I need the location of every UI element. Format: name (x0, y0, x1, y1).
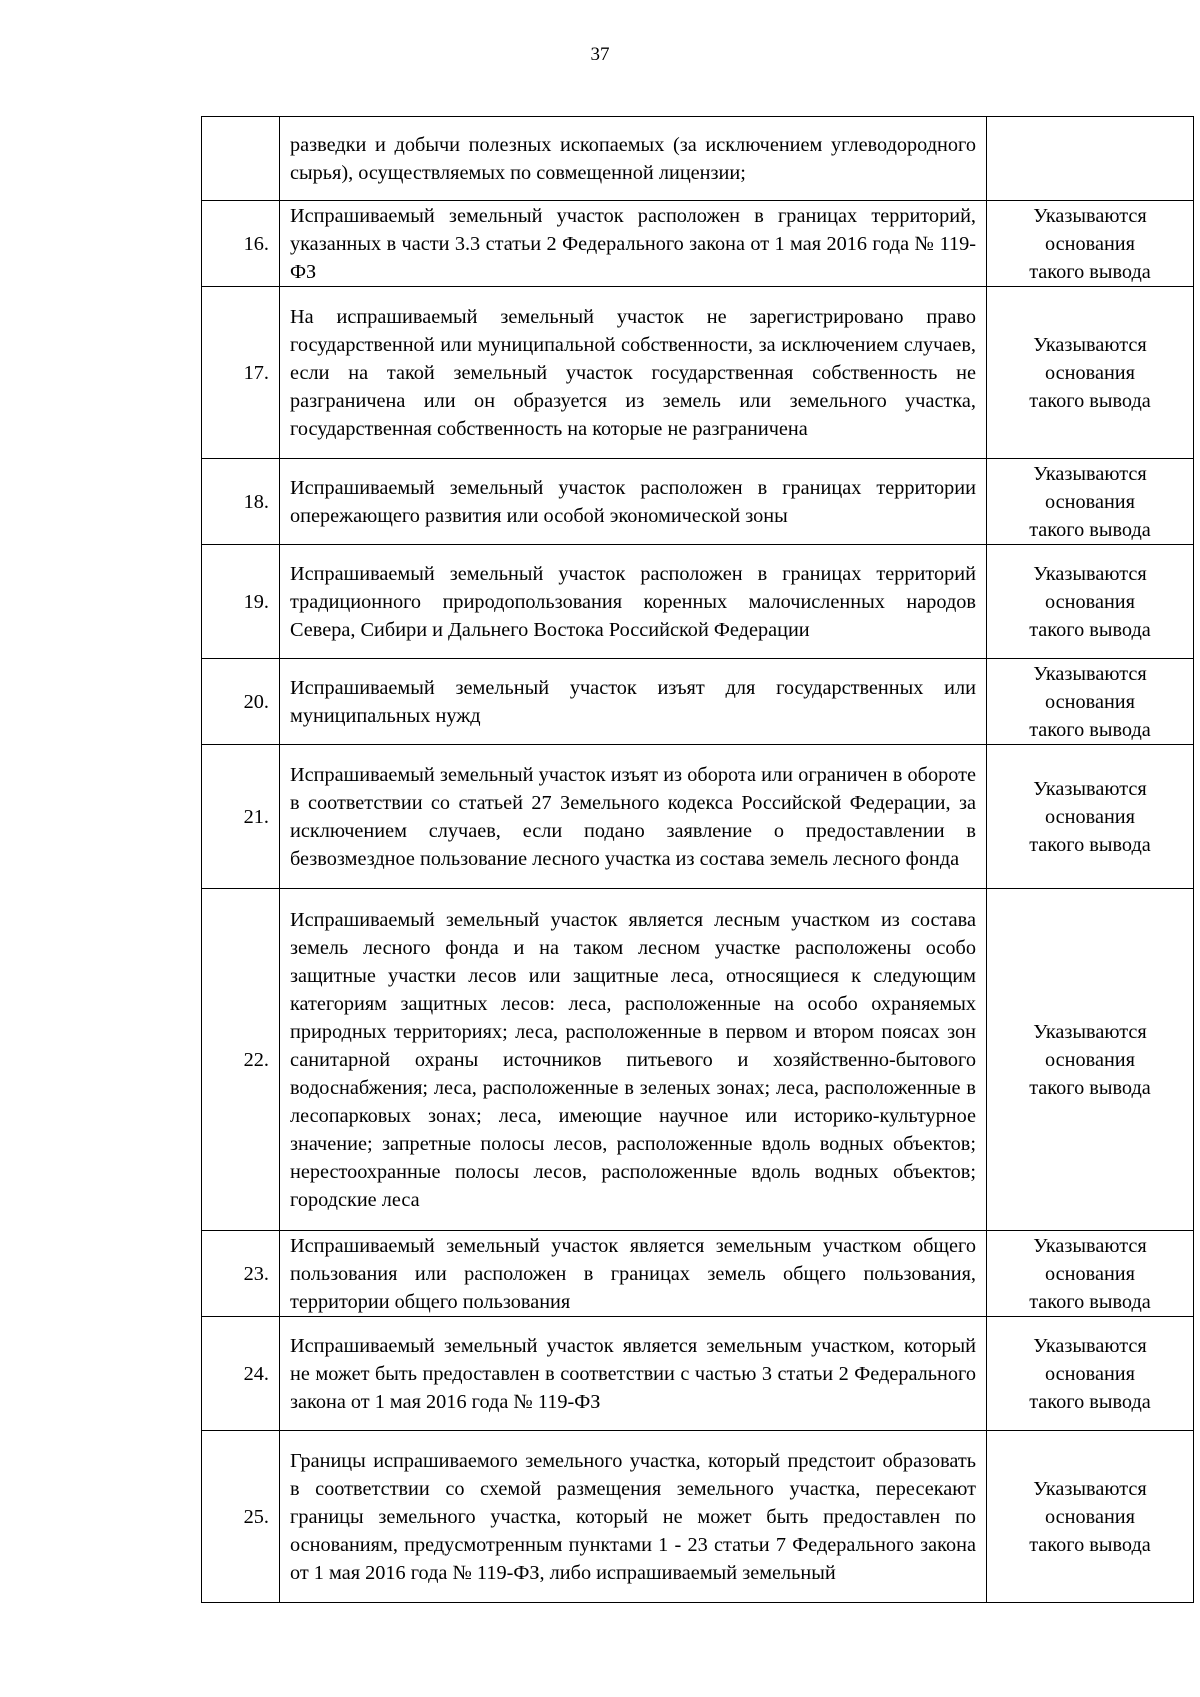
table-row (202, 1317, 1194, 1431)
table-row (202, 117, 1194, 201)
note-line: основания (1045, 490, 1135, 513)
row-text: Испрашиваемый земельный участок изъят из оборота или ограничен в обороте в соответствии со статьей 27 Земельного кодекса Российской Федерации, за исключением случаев, если подано заявление о предоставлении в безвозмездное пользование лесного участка из состава земель лесного фонда (280, 745, 987, 889)
note-line: основания (1045, 1048, 1135, 1071)
row-number: 21. (202, 745, 280, 889)
row-note (987, 287, 1194, 459)
note-line: такого вывода (1029, 618, 1151, 641)
note-line: основания (1045, 1505, 1135, 1528)
note-line: Указываются (1033, 662, 1147, 685)
note-line: Указываются (1033, 204, 1147, 227)
note-line: Указываются (1033, 777, 1147, 800)
row-number: 22. (202, 889, 280, 1231)
note-line: Указываются (1033, 1234, 1147, 1257)
row-note (987, 459, 1194, 545)
row-text: На испрашиваемый земельный участок не зарегистрировано право государственной или муниципальной собственности, за исключением случаев, если на такой земельный участок государственная собственность не разграничена или он образуется из земель или земельного участка, государственная собственность на которые не разграничена (280, 287, 987, 459)
conditions-table (201, 116, 1194, 1603)
row-text: Испрашиваемый земельный участок является земельным участком общего пользования или расположен в границах земель общего пользования, территории общего пользования (280, 1231, 987, 1317)
table-row (202, 659, 1194, 745)
row-note (987, 1231, 1194, 1317)
table-row (202, 201, 1194, 287)
row-number: 16. (202, 201, 280, 287)
table-row (202, 459, 1194, 545)
note-line: основания (1045, 805, 1135, 828)
row-note (987, 117, 1194, 201)
table-row (202, 1231, 1194, 1317)
note-line: основания (1045, 590, 1135, 613)
row-note (987, 1317, 1194, 1431)
page-number: 37 (590, 44, 610, 65)
row-note (987, 745, 1194, 889)
note-line: основания (1045, 1262, 1135, 1285)
row-number: 19. (202, 545, 280, 659)
note-line: такого вывода (1029, 389, 1151, 412)
note-line: такого вывода (1029, 260, 1151, 283)
note-line: такого вывода (1029, 518, 1151, 541)
note-line: основания (1045, 361, 1135, 384)
note-line: основания (1045, 232, 1135, 255)
row-number: 20. (202, 659, 280, 745)
row-text: Испрашиваемый земельный участок расположен в границах территории опережающего развития или особой экономической зоны (280, 459, 987, 545)
table-row (202, 1431, 1194, 1603)
note-line: Указываются (1033, 462, 1147, 485)
row-text: Испрашиваемый земельный участок расположен в границах территорий традиционного природопользования коренных малочисленных народов Севера, Сибири и Дальнего Востока Российской Федерации (280, 545, 987, 659)
note-line: Указываются (1033, 562, 1147, 585)
table-row (202, 889, 1194, 1231)
row-note (987, 201, 1194, 287)
note-line: Указываются (1033, 1334, 1147, 1357)
row-text: Испрашиваемый земельный участок является земельным участком, который не может быть предоставлен в соответствии с частью 3 статьи 2 Федерального закона от 1 мая 2016 года № 119-ФЗ (280, 1317, 987, 1431)
row-text: Границы испрашиваемого земельного участка, который предстоит образовать в соответствии со схемой размещения земельного участка, пересекают границы земельного участка, который не может быть предоставлен по основаниям, предусмотренным пунктами 1 - 23 статьи 7 Федерального закона от 1 мая 2016 года № 119-ФЗ, либо испрашиваемый земельный (280, 1431, 987, 1603)
note-line: такого вывода (1029, 1290, 1151, 1313)
table-row (202, 745, 1194, 889)
row-note (987, 545, 1194, 659)
note-line: такого вывода (1029, 1533, 1151, 1556)
row-number: 18. (202, 459, 280, 545)
table-row (202, 287, 1194, 459)
row-number: 25. (202, 1431, 280, 1603)
note-line: основания (1045, 690, 1135, 713)
row-number: 24. (202, 1317, 280, 1431)
row-text: Испрашиваемый земельный участок расположен в границах территорий, указанных в части 3.3 статьи 2 Федерального закона от 1 мая 2016 года № 119-ФЗ (280, 201, 987, 287)
table-row (202, 545, 1194, 659)
note-line: основания (1045, 1362, 1135, 1385)
row-note (987, 889, 1194, 1231)
note-line: такого вывода (1029, 833, 1151, 856)
row-text: Испрашиваемый земельный участок изъят для государственных или муниципальных нужд (280, 659, 987, 745)
row-note (987, 659, 1194, 745)
note-line: Указываются (1033, 333, 1147, 356)
note-line: Указываются (1033, 1477, 1147, 1500)
row-text: Испрашиваемый земельный участок является лесным участком из состава земель лесного фонда и на таком лесном участке расположены особо защитные участки лесов или защитные леса, относящиеся к следующим категориям защитных лесов: леса, расположенные на особо охраняемых природных территориях; леса, расположенные в первом и втором поясах зон санитарной охраны источников питьевого и хозяйственно-бытового водоснабжения; леса, расположенные в зеленых зонах; леса, расположенные в лесопарковых зонах; леса, имеющие научное или историко-культурное значение; запретные полосы лесов, расположенные вдоль водных объектов; нерестоохранные полосы лесов, расположенные вдоль водных объектов; городские леса (280, 889, 987, 1231)
row-text: разведки и добычи полезных ископаемых (за исключением углеводородного сырья), осуществляемых по совмещенной лицензии; (280, 117, 987, 201)
row-number (202, 117, 280, 201)
note-line: такого вывода (1029, 1076, 1151, 1099)
row-number: 17. (202, 287, 280, 459)
row-number: 23. (202, 1231, 280, 1317)
note-line: Указываются (1033, 1020, 1147, 1043)
row-note (987, 1431, 1194, 1603)
note-line: такого вывода (1029, 1390, 1151, 1413)
note-line: такого вывода (1029, 718, 1151, 741)
